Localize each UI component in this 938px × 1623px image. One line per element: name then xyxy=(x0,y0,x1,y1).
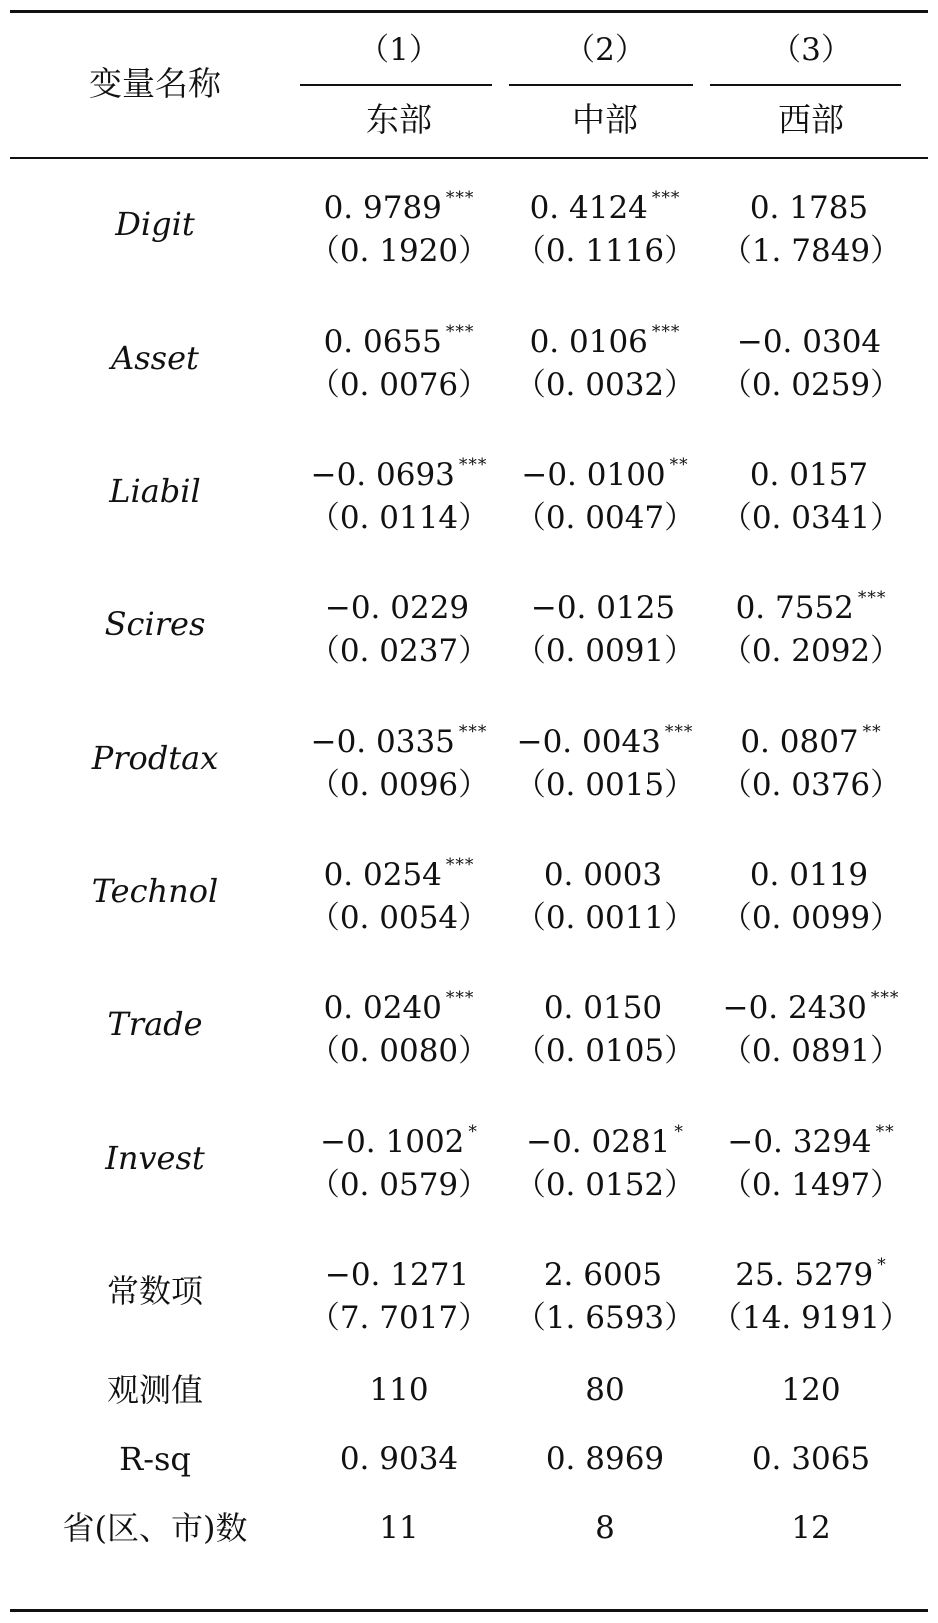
column-1-region: 东部 xyxy=(366,100,432,139)
stat-value: 110 xyxy=(369,1372,429,1408)
variable-name: Scires xyxy=(104,605,206,643)
standard-error: （0. 2092） xyxy=(720,633,902,669)
column-2-region: 中部 xyxy=(572,100,638,139)
significance-stars: *** xyxy=(445,322,475,342)
significance-stars: *** xyxy=(651,322,681,342)
standard-error: （7. 7017） xyxy=(308,1300,490,1336)
coefficient: 25. 5279 * xyxy=(735,1255,887,1293)
standard-error: （0. 0579） xyxy=(308,1167,490,1203)
coefficient: 0. 0807 ** xyxy=(740,722,882,760)
significance-stars: ** xyxy=(669,455,689,475)
standard-error: （0. 0259） xyxy=(720,367,902,403)
coefficient: −0. 3294 ** xyxy=(727,1122,895,1160)
standard-error: （0. 0376） xyxy=(720,767,902,803)
stat-value: 0. 9034 xyxy=(339,1441,459,1477)
standard-error: （0. 0011） xyxy=(514,900,696,936)
standard-error: （0. 0015） xyxy=(514,767,696,803)
stat-value: 12 xyxy=(791,1510,831,1546)
stat-value: 120 xyxy=(781,1372,841,1408)
standard-error: （0. 0096） xyxy=(308,767,490,803)
coefficient: −0. 1271 xyxy=(324,1257,470,1293)
coefficient: −0. 0229 xyxy=(324,590,470,626)
variable-name: Digit xyxy=(115,205,195,243)
standard-error: （0. 0341） xyxy=(720,500,902,536)
stat-value: 0. 3065 xyxy=(751,1441,871,1477)
stat-value: 0. 8969 xyxy=(545,1441,665,1477)
significance-stars: *** xyxy=(445,988,475,1008)
significance-stars: *** xyxy=(870,988,900,1008)
column-2-number: （2） xyxy=(564,32,646,68)
standard-error: （0. 0237） xyxy=(308,633,490,669)
stat-value: 11 xyxy=(379,1510,419,1546)
standard-error: （0. 0080） xyxy=(308,1033,490,1069)
standard-error: （0. 0099） xyxy=(720,900,902,936)
standard-error: （0. 0891） xyxy=(720,1033,902,1069)
significance-stars: ** xyxy=(862,722,882,742)
stat-value: 8 xyxy=(595,1510,615,1546)
coefficient: 0. 0106 *** xyxy=(529,322,681,360)
coefficient: −0. 0125 xyxy=(530,590,676,626)
variable-name: Invest xyxy=(105,1139,205,1177)
stat-label: 观测值 xyxy=(106,1371,203,1409)
column-2-subrule xyxy=(509,84,693,86)
coefficient: 0. 7552 *** xyxy=(735,588,887,626)
stat-label: R-sq xyxy=(119,1440,191,1478)
stat-label: 省(区、市)数 xyxy=(62,1509,248,1547)
standard-error: （0. 1497） xyxy=(720,1167,902,1203)
significance-stars: *** xyxy=(445,188,475,208)
column-3-region: 西部 xyxy=(778,100,844,139)
column-1-subrule xyxy=(300,84,492,86)
variable-name: Trade xyxy=(107,1005,203,1043)
variable-name: Liabil xyxy=(109,472,201,510)
variable-name: 常数项 xyxy=(106,1272,203,1310)
coefficient: −0. 0100 ** xyxy=(521,455,689,493)
table-bottom-rule xyxy=(10,1609,928,1612)
standard-error: （0. 0032） xyxy=(514,367,696,403)
variable-name: Asset xyxy=(111,339,199,377)
significance-stars: *** xyxy=(458,455,488,475)
significance-stars: *** xyxy=(445,855,475,875)
significance-stars: * xyxy=(468,1122,478,1142)
significance-stars: *** xyxy=(651,188,681,208)
coefficient: −0. 0281 * xyxy=(526,1122,684,1160)
table-header-rule xyxy=(10,157,928,159)
coefficient: 0. 0157 xyxy=(749,457,869,493)
significance-stars: *** xyxy=(458,722,488,742)
variable-name-header: 变量名称 xyxy=(89,64,221,103)
standard-error: （0. 1116） xyxy=(514,233,696,269)
column-3-subrule xyxy=(710,84,901,86)
significance-stars: * xyxy=(877,1255,887,1275)
significance-stars: ** xyxy=(875,1122,895,1142)
significance-stars: * xyxy=(674,1122,684,1142)
coefficient: 0. 0119 xyxy=(749,857,869,893)
standard-error: （0. 0114） xyxy=(308,500,490,536)
coefficient: 0. 0240 *** xyxy=(323,988,475,1026)
standard-error: （0. 0076） xyxy=(308,367,490,403)
standard-error: （0. 0105） xyxy=(514,1033,696,1069)
stat-value: 80 xyxy=(585,1372,625,1408)
significance-stars: *** xyxy=(857,588,887,608)
coefficient: 2. 6005 xyxy=(543,1257,663,1293)
coefficient: −0. 0335 *** xyxy=(310,722,488,760)
variable-name: Technol xyxy=(91,872,219,910)
standard-error: （0. 0152） xyxy=(514,1167,696,1203)
standard-error: （1. 7849） xyxy=(720,233,902,269)
standard-error: （14. 9191） xyxy=(710,1300,912,1336)
standard-error: （0. 1920） xyxy=(308,233,490,269)
coefficient: 0. 4124 *** xyxy=(529,188,681,226)
column-1-number: （1） xyxy=(358,32,440,68)
significance-stars: *** xyxy=(664,722,694,742)
variable-name: Prodtax xyxy=(91,739,219,777)
coefficient: −0. 0043 *** xyxy=(516,722,694,760)
standard-error: （0. 0091） xyxy=(514,633,696,669)
column-3-number: （3） xyxy=(770,32,852,68)
coefficient: 0. 0150 xyxy=(543,990,663,1026)
standard-error: （0. 0054） xyxy=(308,900,490,936)
coefficient: −0. 1002 * xyxy=(320,1122,478,1160)
coefficient: 0. 0003 xyxy=(543,857,663,893)
table-top-rule xyxy=(10,10,928,13)
coefficient: 0. 9789 *** xyxy=(323,188,475,226)
coefficient: −0. 0304 xyxy=(736,324,882,360)
coefficient: −0. 2430 *** xyxy=(722,988,900,1026)
standard-error: （1. 6593） xyxy=(514,1300,696,1336)
coefficient: 0. 0655 *** xyxy=(323,322,475,360)
coefficient: −0. 0693 *** xyxy=(310,455,488,493)
standard-error: （0. 0047） xyxy=(514,500,696,536)
coefficient: 0. 0254 *** xyxy=(323,855,475,893)
coefficient: 0. 1785 xyxy=(749,190,869,226)
